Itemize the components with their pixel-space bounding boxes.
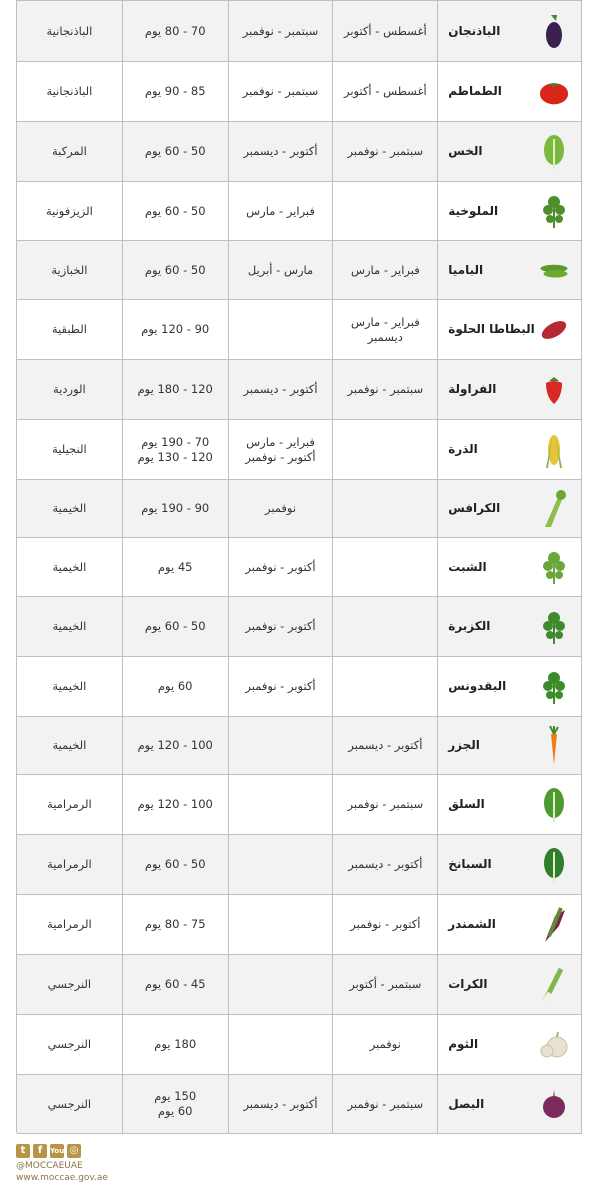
cell-line: 70 - 80 يوم [144, 23, 206, 38]
family-cell [17, 182, 123, 241]
sowing-period-2-cell [229, 241, 334, 300]
vegetable-planting-table [16, 0, 582, 1133]
vegetable-cell [438, 1075, 582, 1134]
sowing-period-1-cell [333, 122, 438, 182]
cell-text: الخيمية [52, 501, 87, 515]
cell-text: سبتمبر - نوفمبر [347, 797, 424, 811]
onion-icon [539, 1087, 569, 1121]
vegetable-cell [438, 717, 582, 775]
cell-line: 90 - 190 يوم [141, 501, 210, 515]
cell-line: 90 - 120 يوم [141, 322, 210, 336]
family-cell [17, 480, 123, 538]
sowing-period-2-cell [229, 717, 334, 775]
cell-text: أكتوبر - نوفمبر [245, 559, 316, 574]
family-cell [17, 360, 123, 420]
cell-line: 50 - 60 يوم [144, 203, 206, 218]
table-row [17, 835, 582, 895]
cell-text: مارس - أبريل [247, 262, 314, 277]
vegetable-cell [438, 420, 582, 480]
sowing-period-1-cell [333, 62, 438, 122]
cell-text: الخيمية [52, 738, 87, 752]
sowing-period-2-cell [229, 360, 334, 420]
vegetable-cell [438, 895, 582, 955]
duration-cell [123, 538, 229, 597]
cell-text: المركبة [51, 144, 87, 158]
cell-line: 45 يوم [157, 559, 193, 574]
cell-line: 85 - 90 يوم [144, 84, 206, 98]
cell-text: أكتوبر - نوفمبر [350, 917, 421, 931]
duration-cell [123, 62, 229, 122]
duration-cell [123, 241, 229, 300]
cell-text: النرجسي [47, 977, 92, 991]
celery-icon [539, 492, 569, 526]
table-row [17, 420, 582, 480]
cell-text: الرمرامية [47, 917, 92, 931]
cell-text: فبراير - مارس [350, 262, 420, 277]
vegetable-name: الخس [448, 144, 483, 158]
vegetable-name: البطاطا الحلوة [448, 322, 535, 336]
cell-line: 150 يوم [154, 1089, 197, 1103]
parsley-icon [539, 670, 569, 704]
chard-icon [539, 788, 569, 822]
table-row [17, 480, 582, 538]
vegetable-name: الشمندر [448, 917, 496, 931]
cell-line: 100 - 120 يوم [137, 797, 213, 811]
family-cell [17, 775, 123, 835]
cell-text: سبتمبر - أكتوبر [349, 977, 422, 991]
sowing-period-1-cell [333, 300, 438, 360]
sowing-period-2-cell [229, 182, 334, 241]
vegetable-cell [438, 1, 582, 62]
sowing-period-2-cell [229, 895, 334, 955]
sowing-period-2-cell [229, 122, 334, 182]
vegetable-cell [438, 955, 582, 1015]
family-cell [17, 1, 123, 62]
cell-text: أكتوبر - نوفمبر [245, 679, 316, 693]
website-link[interactable]: www.moccae.gov.ae [16, 1173, 108, 1183]
sowing-period-1-cell [333, 360, 438, 420]
table-row [17, 717, 582, 775]
sowing-period-2-cell [229, 62, 334, 122]
family-cell [17, 835, 123, 895]
cell-text: النرجسي [47, 1037, 92, 1051]
duration-cell [123, 775, 229, 835]
cell-line: أكتوبر - نوفمبر [245, 449, 316, 464]
vegetable-name: الشبت [448, 559, 487, 574]
family-cell [17, 300, 123, 360]
vegetable-cell [438, 360, 582, 420]
duration-cell [123, 717, 229, 775]
cell-text: الخبازية [51, 262, 88, 277]
cell-text: سبتمبر - نوفمبر [347, 1096, 424, 1111]
social-icons [16, 1144, 108, 1158]
eggplant-icon [539, 14, 569, 48]
duration-cell [123, 657, 229, 717]
cell-line: 75 - 80 يوم [144, 917, 206, 931]
cell-text: أكتوبر - ديسمبر [243, 144, 318, 158]
table-row [17, 775, 582, 835]
vegetable-cell [438, 182, 582, 241]
vegetable-name: الباذنجان [448, 23, 501, 38]
twitter-icon[interactable]: t [16, 1144, 30, 1158]
cell-line: 50 - 60 يوم [144, 619, 206, 633]
sweet-potato-icon [539, 313, 569, 347]
sowing-period-1-cell [333, 597, 438, 657]
cell-line: 120 - 180 يوم [137, 382, 213, 396]
cell-text: أغسطس - أكتوبر [344, 84, 427, 98]
cell-text: أغسطس - أكتوبر [344, 23, 427, 38]
sowing-period-1-cell [333, 657, 438, 717]
cell-text: الخيمية [52, 619, 87, 633]
cell-line: 120 - 130 يوم [137, 449, 213, 464]
cell-line: 50 - 60 يوم [144, 857, 206, 871]
cell-text: سبتمبر - نوفمبر [347, 144, 424, 158]
vegetable-cell [438, 597, 582, 657]
sowing-period-2-cell [229, 597, 334, 657]
beet-icon [539, 908, 569, 942]
vegetable-name: الفراولة [448, 382, 497, 396]
coriander-icon [539, 610, 569, 644]
cell-text: النجيلية [52, 442, 87, 456]
table-row [17, 122, 582, 182]
table-row [17, 895, 582, 955]
table-row [17, 62, 582, 122]
vegetable-name: السبانخ [448, 857, 492, 871]
vegetable-cell [438, 1015, 582, 1075]
table-row [17, 241, 582, 300]
cell-text: الوردية [53, 382, 86, 396]
cell-line: 50 - 60 يوم [144, 262, 206, 277]
cell-text: أكتوبر - ديسمبر [243, 1096, 318, 1111]
family-cell [17, 1075, 123, 1134]
table-row [17, 1015, 582, 1075]
vegetable-name: الملوخية [448, 203, 499, 218]
duration-cell [123, 480, 229, 538]
sowing-period-2-cell [229, 775, 334, 835]
vegetable-name: الثوم [448, 1037, 479, 1051]
family-cell [17, 122, 123, 182]
instagram-icon[interactable]: ◎ [67, 1144, 81, 1158]
leek-icon [539, 968, 569, 1002]
cell-text: الرمرامية [47, 857, 92, 871]
cell-line: فبراير - مارس [350, 314, 420, 329]
vegetable-cell [438, 122, 582, 182]
duration-cell [123, 122, 229, 182]
vegetable-cell [438, 538, 582, 597]
cell-text: سبتمبر - نوفمبر [242, 84, 319, 98]
vegetable-name: البصل [448, 1096, 485, 1111]
sowing-period-2-cell [229, 1015, 334, 1075]
vegetable-name: الذرة [448, 442, 478, 456]
duration-cell [123, 1015, 229, 1075]
cell-text: فبراير - مارس [246, 203, 315, 218]
family-cell [17, 538, 123, 597]
sowing-period-1-cell [333, 717, 438, 775]
sowing-period-2-cell [229, 1075, 334, 1134]
vegetable-name: الكرات [448, 977, 488, 991]
sowing-period-1-cell [333, 775, 438, 835]
family-cell [17, 1015, 123, 1075]
lettuce-icon [539, 135, 569, 169]
duration-cell [123, 300, 229, 360]
cell-line: فبراير - مارس [246, 434, 315, 449]
table-row [17, 360, 582, 420]
sowing-period-2-cell [229, 300, 334, 360]
family-cell [17, 955, 123, 1015]
table-row [17, 1075, 582, 1134]
facebook-icon[interactable]: f [33, 1144, 47, 1158]
sowing-period-1-cell [333, 1075, 438, 1134]
duration-cell [123, 597, 229, 657]
vegetable-name: الجزر [448, 738, 480, 752]
molokhia-icon [539, 194, 569, 228]
sowing-period-1-cell [333, 955, 438, 1015]
family-cell [17, 895, 123, 955]
family-cell [17, 62, 123, 122]
dill-icon [539, 550, 569, 584]
sowing-period-2-cell [229, 538, 334, 597]
cell-text: الطبقية [51, 322, 87, 336]
table-row [17, 657, 582, 717]
vegetable-cell [438, 300, 582, 360]
cell-text: الخيمية [52, 559, 87, 574]
vegetable-name: الباميا [448, 262, 484, 277]
cell-text: الزيزفونية [45, 203, 93, 218]
cell-line: 60 يوم [157, 679, 193, 693]
cell-text: أكتوبر - ديسمبر [348, 857, 423, 871]
family-cell [17, 420, 123, 480]
okra-icon [539, 253, 569, 287]
vegetable-cell [438, 241, 582, 300]
strawberry-icon [539, 373, 569, 407]
spinach-icon [539, 848, 569, 882]
cell-line: 70 - 190 يوم [141, 434, 210, 449]
corn-icon [539, 433, 569, 467]
sowing-period-1-cell [333, 835, 438, 895]
garlic-icon [539, 1028, 569, 1062]
cell-text: أكتوبر - ديسمبر [348, 738, 423, 752]
sowing-period-1-cell [333, 182, 438, 241]
sowing-period-2-cell [229, 657, 334, 717]
table-row [17, 538, 582, 597]
cell-text: أكتوبر - نوفمبر [245, 619, 316, 633]
vegetable-cell [438, 835, 582, 895]
cell-line: 60 يوم [157, 1104, 193, 1118]
table-row [17, 597, 582, 657]
cell-text: الرمرامية [47, 797, 92, 811]
sowing-period-2-cell [229, 420, 334, 480]
vegetable-cell [438, 62, 582, 122]
cell-line: 100 - 120 يوم [137, 738, 213, 752]
social-handle[interactable]: @MOCCAEUAE [16, 1161, 83, 1171]
cell-text: سبتمبر - نوفمبر [242, 23, 319, 38]
footer [16, 1144, 108, 1184]
family-cell [17, 657, 123, 717]
vegetable-name: البقدونس [448, 679, 507, 693]
sowing-period-2-cell [229, 955, 334, 1015]
sowing-period-2-cell [229, 1, 334, 62]
cell-line: 45 - 60 يوم [144, 977, 206, 991]
sowing-period-2-cell [229, 480, 334, 538]
cell-text: نوفمبر [369, 1037, 401, 1051]
youtube-icon[interactable]: You [50, 1144, 64, 1158]
sowing-period-1-cell [333, 895, 438, 955]
cell-text: الباذنجانية [46, 23, 93, 38]
sowing-period-1-cell [333, 1, 438, 62]
vegetable-name: الكرافس [448, 501, 501, 515]
table-row [17, 300, 582, 360]
duration-cell [123, 895, 229, 955]
vegetable-cell [438, 775, 582, 835]
sowing-period-1-cell [333, 420, 438, 480]
vegetable-cell [438, 657, 582, 717]
duration-cell [123, 955, 229, 1015]
vegetable-name: الكزبرة [448, 619, 491, 633]
carrot-icon [539, 729, 569, 763]
duration-cell [123, 1075, 229, 1134]
table-row [17, 1, 582, 62]
sowing-period-1-cell [333, 538, 438, 597]
cell-text: أكتوبر - ديسمبر [243, 382, 318, 396]
cell-text: نوفمبر [264, 501, 297, 515]
duration-cell [123, 360, 229, 420]
duration-cell [123, 1, 229, 62]
cell-text: الباذنجانية [46, 84, 93, 98]
table-row [17, 182, 582, 241]
cell-line: 180 يوم [154, 1037, 197, 1051]
vegetable-name: السلق [448, 797, 485, 811]
duration-cell [123, 420, 229, 480]
tomato-icon [539, 75, 569, 109]
sowing-period-1-cell [333, 480, 438, 538]
sowing-period-2-cell [229, 835, 334, 895]
cell-text: سبتمبر - نوفمبر [347, 382, 424, 396]
cell-text: الخيمية [52, 679, 87, 693]
table-row [17, 955, 582, 1015]
sowing-period-1-cell [333, 241, 438, 300]
family-cell [17, 241, 123, 300]
vegetable-cell [438, 480, 582, 538]
sowing-period-1-cell [333, 1015, 438, 1075]
cell-line: ديسمبر [367, 329, 403, 344]
cell-line: 50 - 60 يوم [144, 144, 206, 158]
duration-cell [123, 835, 229, 895]
family-cell [17, 717, 123, 775]
vegetable-name: الطماطم [448, 84, 502, 98]
family-cell [17, 597, 123, 657]
duration-cell [123, 182, 229, 241]
cell-text: النرجسي [47, 1096, 92, 1111]
